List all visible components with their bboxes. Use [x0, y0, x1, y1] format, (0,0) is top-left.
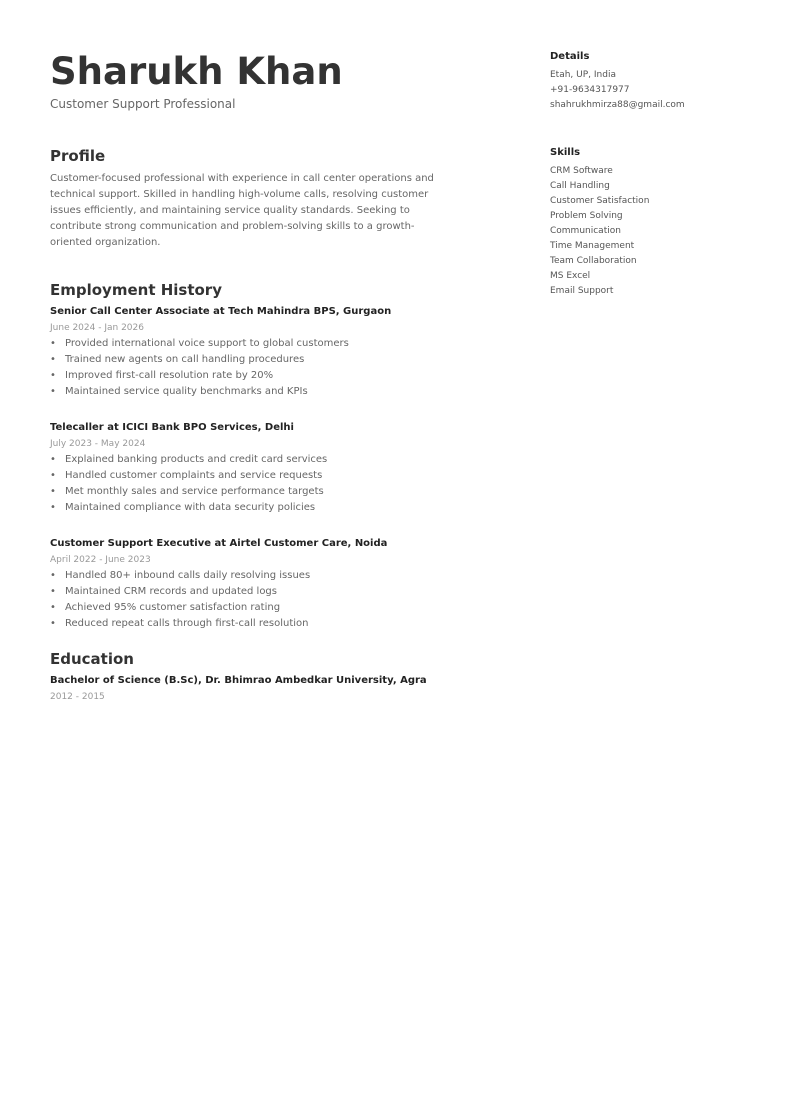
- job-bullet: • Handled customer complaints and service requests: [50, 468, 450, 484]
- skill-item: Time Management: [550, 241, 635, 251]
- education-heading: Education: [50, 650, 134, 668]
- job-bullet: • Provided international voice support to global customers: [50, 336, 450, 352]
- detail-phone: +91-9634317977: [550, 85, 630, 95]
- profile-section: [50, 146, 450, 251]
- skills-list: [550, 164, 770, 299]
- education-degree: Bachelor of Science (B.Sc), Dr. Bhimrao Ambedkar University, Agra: [50, 675, 427, 686]
- job-bullet: • Met monthly sales and service performance targets: [50, 484, 450, 500]
- skill-item: CRM Software: [550, 166, 613, 176]
- education-dates: 2012 - 2015: [50, 692, 105, 702]
- job-bullet: • Maintained CRM records and updated logs: [50, 584, 450, 600]
- job-title: Telecaller at ICICI Bank BPO Services, Delhi: [50, 422, 294, 433]
- employment-heading: Employment History: [50, 281, 222, 299]
- detail-location: Etah, UP, India: [550, 70, 616, 80]
- skill-item: Communication: [550, 226, 621, 236]
- sidebar-column: [550, 50, 770, 299]
- job-bullet: • Improved first-call resolution rate by 20%: [50, 368, 450, 384]
- job-entry: [50, 420, 450, 516]
- job-dates: June 2024 - Jan 2026: [50, 323, 144, 333]
- job-entry: [50, 304, 450, 400]
- skill-item: Team Collaboration: [550, 256, 637, 266]
- skill-item: Problem Solving: [550, 211, 623, 221]
- skill-item: MS Excel: [550, 271, 591, 281]
- job-bullet: • Maintained service quality benchmarks and KPIs: [50, 384, 450, 400]
- detail-email: shahrukhmirza88@gmail.com: [550, 100, 685, 110]
- employment-section: [50, 280, 450, 632]
- education-section: [50, 649, 450, 705]
- job-bullets: [50, 568, 450, 632]
- details-heading: Details: [550, 51, 590, 62]
- candidate-name: Sharukh Khan: [50, 50, 343, 93]
- job-dates: April 2022 - June 2023: [50, 555, 151, 565]
- skill-item: Email Support: [550, 286, 614, 296]
- skills-section: [550, 146, 770, 299]
- job-bullets: [50, 452, 450, 516]
- job-bullet: • Reduced repeat calls through first-call resolution: [50, 616, 450, 632]
- details-section: [550, 50, 770, 113]
- job-bullet: • Achieved 95% customer satisfaction rating: [50, 600, 450, 616]
- job-title: Senior Call Center Associate at Tech Mahindra BPS, Gurgaon: [50, 306, 392, 317]
- candidate-subtitle: Customer Support Professional: [50, 97, 236, 111]
- job-bullet: • Explained banking products and credit card services: [50, 452, 450, 468]
- skill-item: Call Handling: [550, 181, 610, 191]
- job-dates: July 2023 - May 2024: [50, 439, 146, 449]
- job-entry: [50, 536, 450, 632]
- job-title: Customer Support Executive at Airtel Customer Care, Noida: [50, 538, 388, 549]
- profile-summary: Customer-focused professional with experience in call center operations and technical support. Skilled in handling high-volume calls, resolving customer issues efficiently, and maintaining service quality standards. Seeking to contribute strong communication and problem-solving skills to a growth-oriented organization.: [50, 173, 434, 248]
- main-column: [50, 50, 450, 705]
- skills-heading: Skills: [550, 147, 581, 158]
- profile-heading: Profile: [50, 147, 106, 165]
- job-bullet: • Handled 80+ inbound calls daily resolving issues: [50, 568, 450, 584]
- job-bullets: [50, 336, 450, 400]
- details-list: [550, 68, 770, 113]
- skill-item: Customer Satisfaction: [550, 196, 650, 206]
- job-bullet: • Maintained compliance with data security policies: [50, 500, 450, 516]
- job-bullet: • Trained new agents on call handling procedures: [50, 352, 450, 368]
